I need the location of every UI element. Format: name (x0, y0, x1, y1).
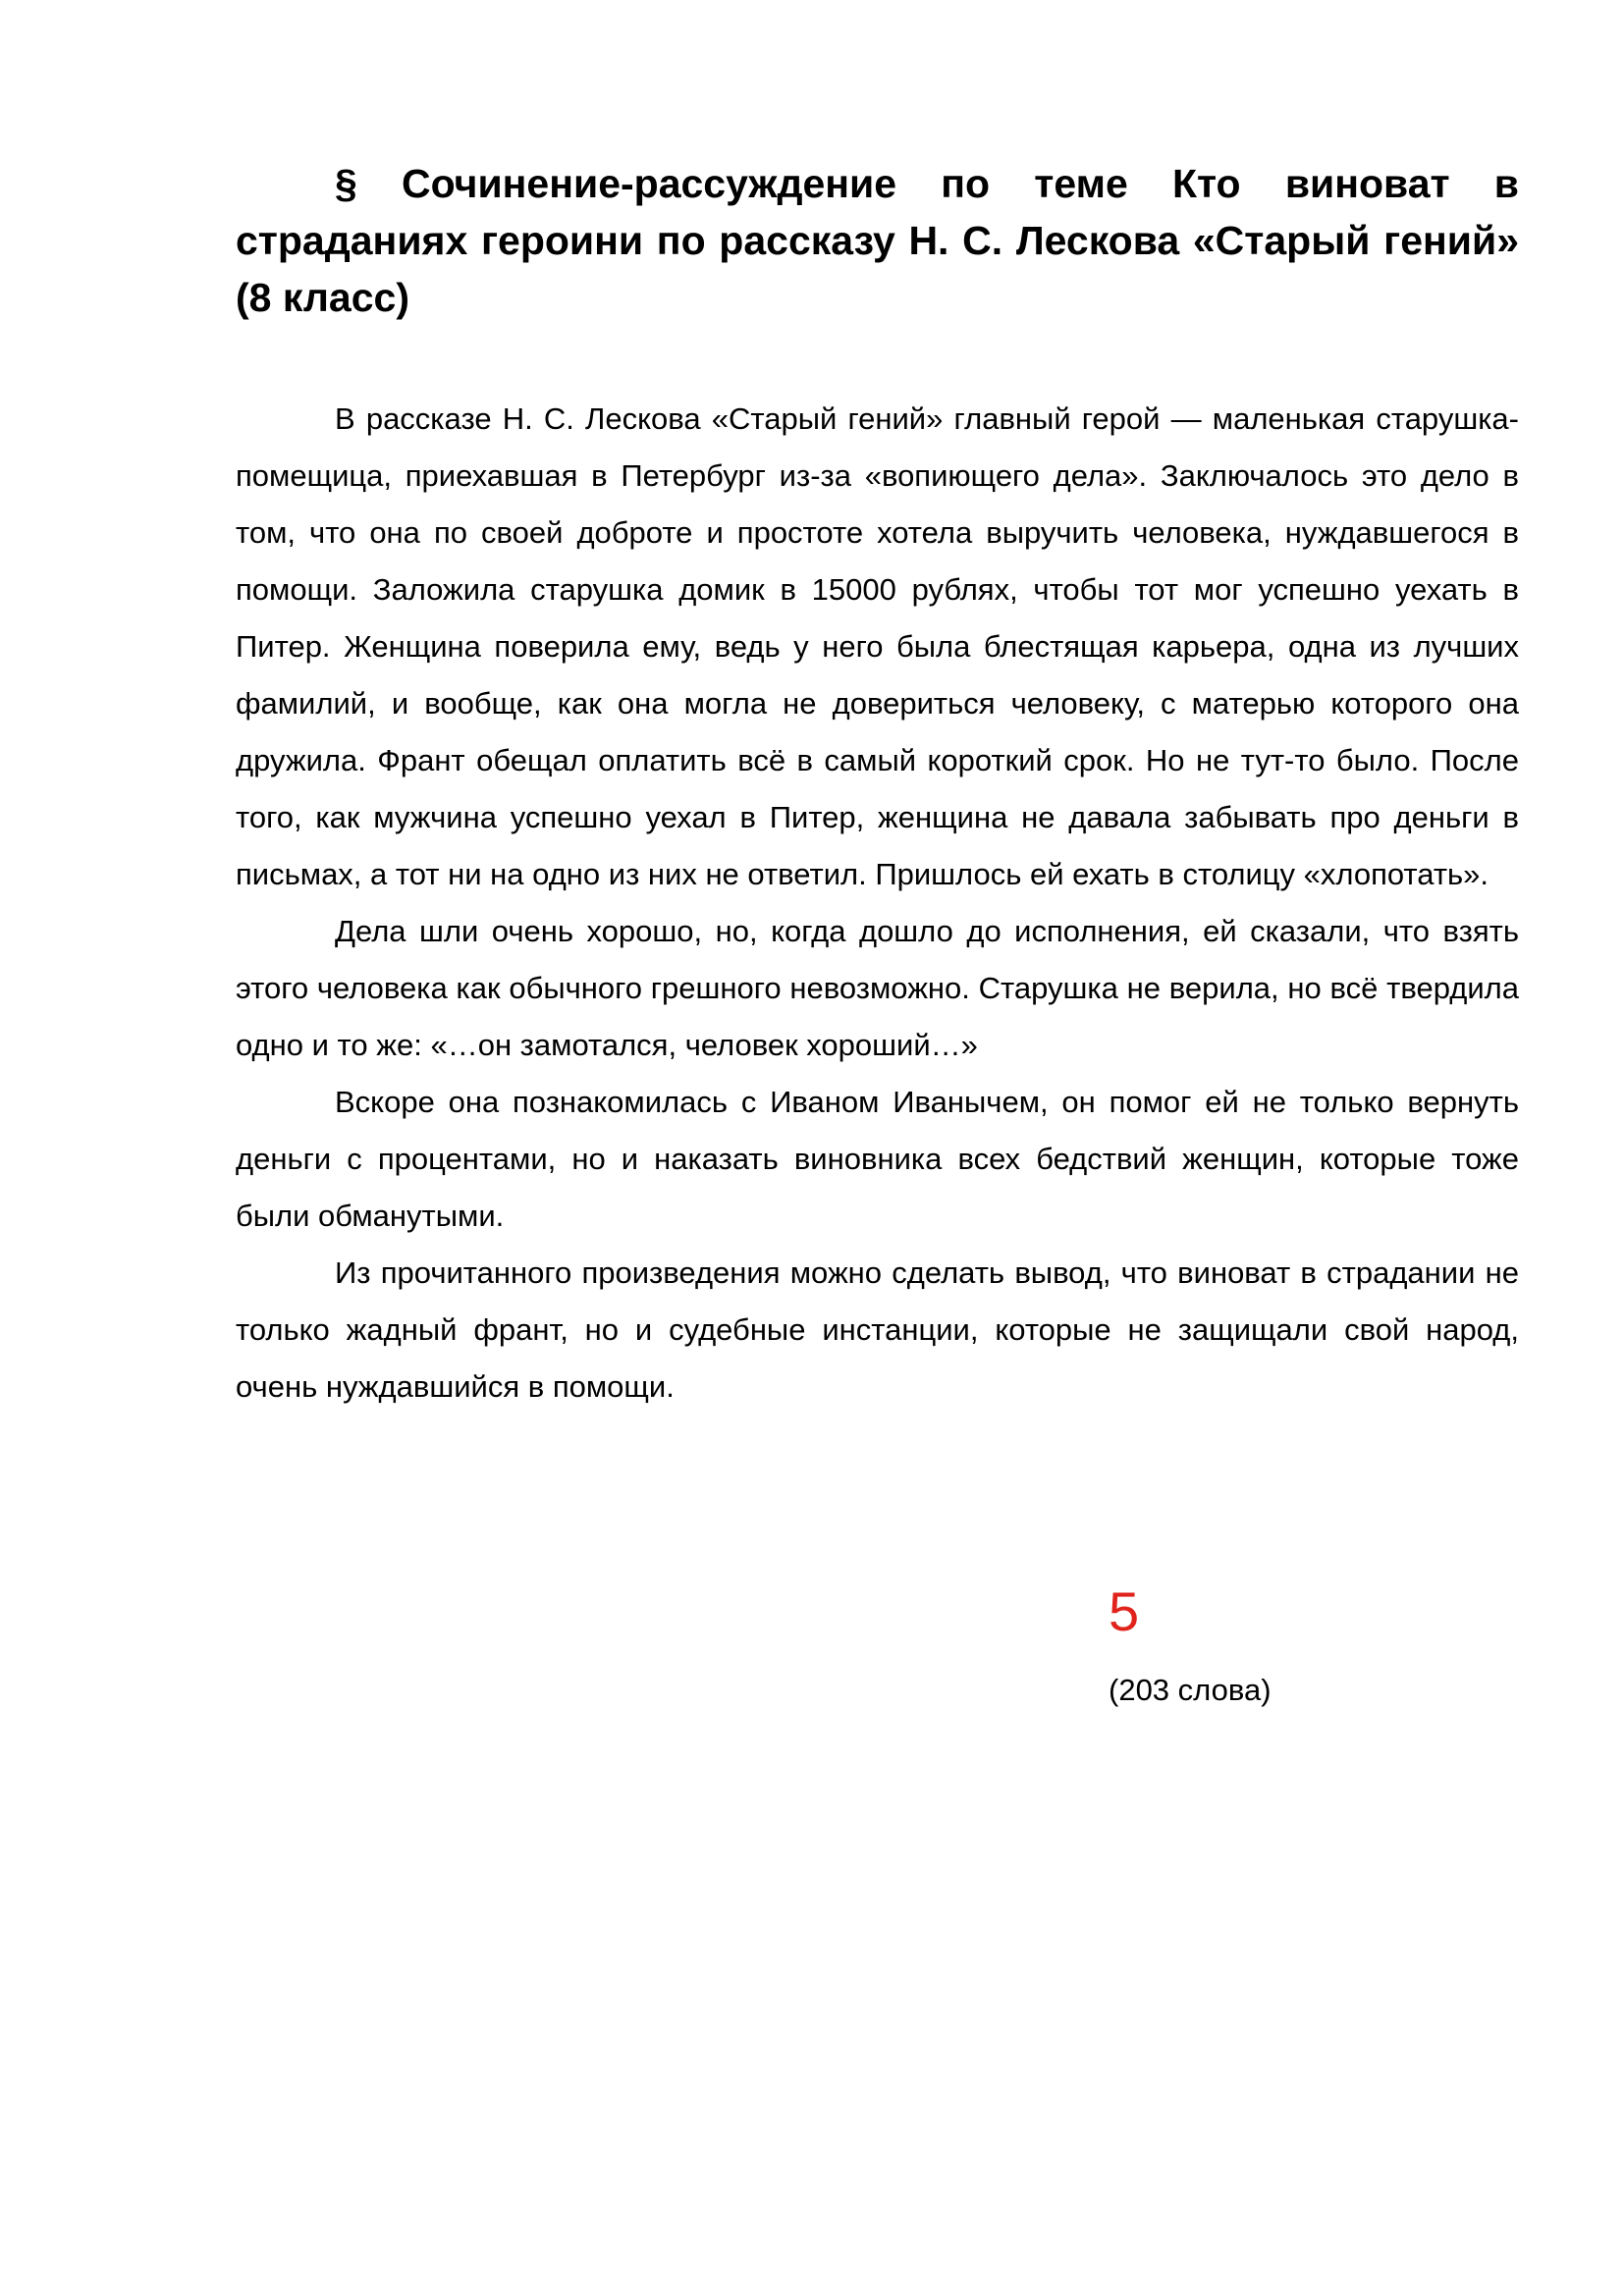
essay-paragraph-2: Дела шли очень хорошо, но, когда дошло до исполнения, ей сказали, что взять этого человека как обычного грешного невозможно. Старушка не верила, но всё твердила одно и то же: «…он замотался, человек хороший…» (236, 914, 1519, 1062)
essay-title: § Сочинение-рассуждение по теме Кто виноват в страданиях героини по рассказу Н. С. Лескова «Старый гений» (8 класс) (236, 161, 1519, 320)
essay-paragraph-4: Из прочитанного произведения можно сделать вывод, что виноват в страдании не только жадный франт, но и судебные инстанции, которые не защищали свой народ, очень нуждавшийся в помощи. (236, 1255, 1519, 1404)
essay-paragraph-3: Вскоре она познакомилась с Иваном Иванычем, он помог ей не только вернуть деньги с процентами, но и наказать виновника всех бедствий женщин, которые тоже были обманутыми. (236, 1085, 1519, 1233)
essay-paragraph-1: В рассказе Н. С. Лескова «Старый гений» главный герой — маленькая старушка-помещица, приехавшая в Петербург из-за «вопиющего дела». Заключалось это дело в том, что она по своей доброте и простоте хотела выручить человека, нуждавшегося в помощи. Заложила старушка домик в 15000 рублях, чтобы тот мог успешно уехать в Питер. Женщина поверила ему, ведь у него была блестящая карьера, одна из лучших фамилий, и вообще, как она могла не довериться человеку, с матерью которого она дружила. Франт обещал оплатить всё в самый короткий срок. Но не тут-то было. После того, как мужчина успешно уехал в Питер, женщина не давала забывать про деньги в письмах, а тот ни на одно из них не ответил. Пришлось ей ехать в столицу «хлопотать». (236, 401, 1519, 891)
word-count: (203 слова) (1109, 1673, 1272, 1707)
essay-body (236, 391, 1519, 1415)
grade-mark: 5 (1109, 1580, 1140, 1642)
document-content (236, 155, 1519, 1415)
